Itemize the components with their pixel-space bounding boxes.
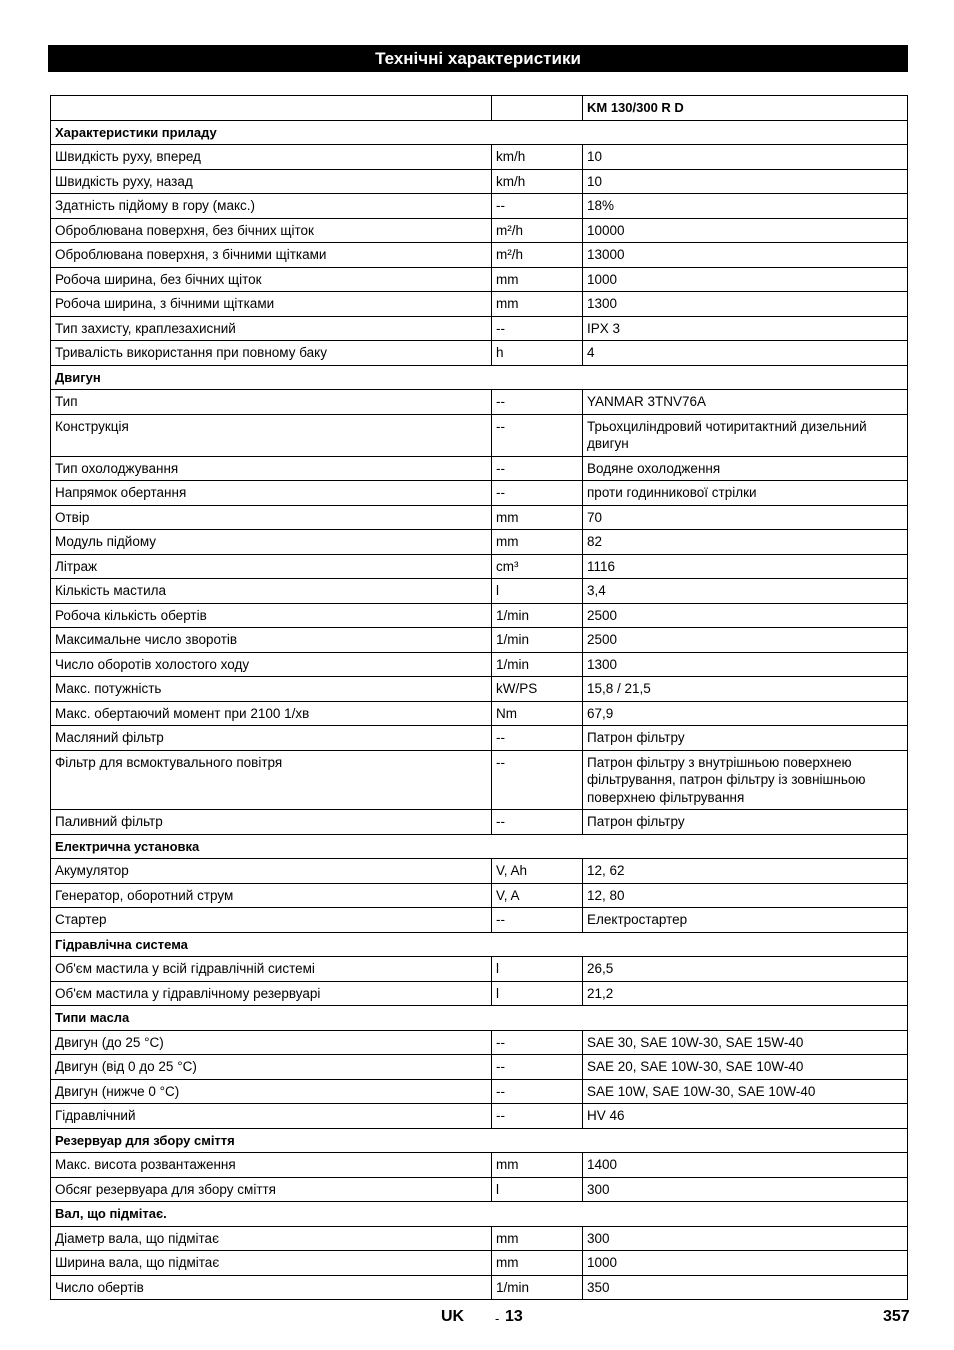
unit-cell: mm	[492, 530, 583, 555]
table-row	[51, 1177, 908, 1202]
table-row	[51, 1055, 908, 1080]
unit-cell: mm	[492, 1251, 583, 1276]
table-row	[51, 505, 908, 530]
value-cell: 10	[583, 145, 908, 170]
parameter-cell: Обсяг резервуара для збору сміття	[51, 1177, 492, 1202]
unit-cell: --	[492, 726, 583, 751]
unit-cell: --	[492, 908, 583, 933]
parameter-cell: Конструкція	[51, 414, 492, 456]
value-cell: 21,2	[583, 981, 908, 1006]
value-cell: 13000	[583, 243, 908, 268]
unit-cell: --	[492, 1104, 583, 1129]
unit-cell: mm	[492, 505, 583, 530]
page-title: Технічні характеристики	[48, 45, 908, 72]
section-header-row	[51, 120, 908, 145]
table-row	[51, 1153, 908, 1178]
value-cell: 1300	[583, 292, 908, 317]
unit-cell: --	[492, 414, 583, 456]
header-col-unit	[492, 96, 583, 121]
table-row	[51, 1079, 908, 1104]
unit-cell: kW/PS	[492, 677, 583, 702]
table-row	[51, 810, 908, 835]
table-row	[51, 859, 908, 884]
parameter-cell: Число оборотів холостого ходу	[51, 652, 492, 677]
parameter-cell: Оброблювана поверхня, без бічних щіток	[51, 218, 492, 243]
value-cell: 18%	[583, 194, 908, 219]
value-cell: Трьохциліндровий чотиритактний дизельний двигун	[583, 414, 908, 456]
unit-cell: --	[492, 1079, 583, 1104]
unit-cell: km/h	[492, 169, 583, 194]
table-row	[51, 530, 908, 555]
unit-cell: --	[492, 390, 583, 415]
parameter-cell: Тип захисту, краплезахисний	[51, 316, 492, 341]
section-header-row	[51, 365, 908, 390]
section-header-row	[51, 932, 908, 957]
parameter-cell: Тип охолоджування	[51, 456, 492, 481]
parameter-cell: Макс. потужність	[51, 677, 492, 702]
parameter-cell: Двигун (від 0 до 25 °C)	[51, 1055, 492, 1080]
parameter-cell: Ширина вала, що підмітає	[51, 1251, 492, 1276]
parameter-cell: Отвір	[51, 505, 492, 530]
parameter-cell: Діаметр вала, що підмітає	[51, 1226, 492, 1251]
unit-cell: 1/min	[492, 652, 583, 677]
parameter-cell: Масляний фільтр	[51, 726, 492, 751]
unit-cell: --	[492, 810, 583, 835]
parameter-cell: Максимальне число зворотів	[51, 628, 492, 653]
value-cell: YANMAR 3TNV76A	[583, 390, 908, 415]
parameter-cell: Літраж	[51, 554, 492, 579]
unit-cell: mm	[492, 292, 583, 317]
table-row	[51, 554, 908, 579]
value-cell: проти годинникової стрілки	[583, 481, 908, 506]
unit-cell: mm	[492, 1226, 583, 1251]
value-cell: 1116	[583, 554, 908, 579]
value-cell: 1300	[583, 652, 908, 677]
unit-cell: --	[492, 194, 583, 219]
table-row	[51, 169, 908, 194]
spec-table	[50, 95, 908, 1300]
spec-table-body	[51, 96, 908, 1300]
unit-cell: m²/h	[492, 218, 583, 243]
value-cell: 12, 62	[583, 859, 908, 884]
unit-cell: --	[492, 481, 583, 506]
unit-cell: l	[492, 1177, 583, 1202]
footer-page-number: 357	[883, 1308, 910, 1325]
value-cell: 350	[583, 1275, 908, 1300]
unit-cell: --	[492, 456, 583, 481]
value-cell: 10	[583, 169, 908, 194]
value-cell: IPX 3	[583, 316, 908, 341]
parameter-cell: Оброблювана поверхня, з бічними щітками	[51, 243, 492, 268]
unit-cell: cm³	[492, 554, 583, 579]
table-row	[51, 652, 908, 677]
table-row	[51, 628, 908, 653]
value-cell: 10000	[583, 218, 908, 243]
value-cell: Патрон фільтру	[583, 726, 908, 751]
section-title: Гідравлічна система	[51, 932, 908, 957]
parameter-cell: Робоча ширина, без бічних щіток	[51, 267, 492, 292]
value-cell: SAE 10W, SAE 10W-30, SAE 10W-40	[583, 1079, 908, 1104]
unit-cell: mm	[492, 1153, 583, 1178]
parameter-cell: Швидкість руху, назад	[51, 169, 492, 194]
unit-cell: 1/min	[492, 628, 583, 653]
parameter-cell: Число обертів	[51, 1275, 492, 1300]
unit-cell: 1/min	[492, 603, 583, 628]
unit-cell: --	[492, 1030, 583, 1055]
parameter-cell: Робоча ширина, з бічними щітками	[51, 292, 492, 317]
unit-cell: h	[492, 341, 583, 366]
footer-dash: -	[495, 1311, 500, 1326]
parameter-cell: Генератор, оборотний струм	[51, 883, 492, 908]
value-cell: 26,5	[583, 957, 908, 982]
unit-cell: l	[492, 981, 583, 1006]
value-cell: 3,4	[583, 579, 908, 604]
parameter-cell: Двигун (до 25 °C)	[51, 1030, 492, 1055]
section-header-row	[51, 1202, 908, 1227]
section-header-row	[51, 834, 908, 859]
table-row	[51, 908, 908, 933]
value-cell: 1000	[583, 267, 908, 292]
table-row	[51, 414, 908, 456]
table-row	[51, 1104, 908, 1129]
table-row	[51, 701, 908, 726]
section-title: Резервуар для збору сміття	[51, 1128, 908, 1153]
parameter-cell: Акумулятор	[51, 859, 492, 884]
unit-cell: mm	[492, 267, 583, 292]
parameter-cell: Тривалість використання при повному баку	[51, 341, 492, 366]
table-row	[51, 292, 908, 317]
table-row	[51, 145, 908, 170]
parameter-cell: Двигун (нижче 0 °C)	[51, 1079, 492, 1104]
parameter-cell: Напрямок обертання	[51, 481, 492, 506]
table-row	[51, 1226, 908, 1251]
header-col-model: KM 130/300 R D	[583, 96, 908, 121]
unit-cell: l	[492, 579, 583, 604]
value-cell: 82	[583, 530, 908, 555]
table-row	[51, 883, 908, 908]
table-row	[51, 1251, 908, 1276]
section-header-row	[51, 1006, 908, 1031]
value-cell: SAE 20, SAE 10W-30, SAE 10W-40	[583, 1055, 908, 1080]
unit-cell: V, Ah	[492, 859, 583, 884]
value-cell: Патрон фільтру з внутрішньою поверхнею фільтрування, патрон фільтру із зовнішньою поверхнею фільтрування	[583, 750, 908, 810]
table-row	[51, 390, 908, 415]
section-title: Електрична установка	[51, 834, 908, 859]
value-cell: Водяне охолодження	[583, 456, 908, 481]
value-cell: 2500	[583, 628, 908, 653]
table-row	[51, 194, 908, 219]
parameter-cell: Макс. обертаючий момент при 2100 1/хв	[51, 701, 492, 726]
value-cell: 1000	[583, 1251, 908, 1276]
table-row	[51, 603, 908, 628]
unit-cell: Nm	[492, 701, 583, 726]
unit-cell: V, A	[492, 883, 583, 908]
table-row	[51, 579, 908, 604]
unit-cell: --	[492, 750, 583, 810]
parameter-cell: Тип	[51, 390, 492, 415]
unit-cell: m²/h	[492, 243, 583, 268]
parameter-cell: Гідравлічний	[51, 1104, 492, 1129]
value-cell: 4	[583, 341, 908, 366]
parameter-cell: Фільтр для всмоктувального повітря	[51, 750, 492, 810]
section-title: Типи масла	[51, 1006, 908, 1031]
unit-cell: --	[492, 316, 583, 341]
header-col-parameter	[51, 96, 492, 121]
section-title: Характеристики приладу	[51, 120, 908, 145]
parameter-cell: Швидкість руху, вперед	[51, 145, 492, 170]
parameter-cell: Об'єм мастила у гідравлічному резервуарі	[51, 981, 492, 1006]
footer-section-page: 13	[505, 1308, 523, 1325]
table-row	[51, 726, 908, 751]
table-row	[51, 750, 908, 810]
parameter-cell: Макс. висота розвантаження	[51, 1153, 492, 1178]
value-cell: 67,9	[583, 701, 908, 726]
table-row	[51, 218, 908, 243]
unit-cell: l	[492, 957, 583, 982]
table-row	[51, 1030, 908, 1055]
table-row	[51, 316, 908, 341]
table-row	[51, 243, 908, 268]
unit-cell: 1/min	[492, 1275, 583, 1300]
parameter-cell: Кількість мастила	[51, 579, 492, 604]
table-row	[51, 1275, 908, 1300]
table-row	[51, 957, 908, 982]
value-cell: SAE 30, SAE 10W-30, SAE 15W-40	[583, 1030, 908, 1055]
table-row	[51, 267, 908, 292]
table-row	[51, 481, 908, 506]
parameter-cell: Паливний фільтр	[51, 810, 492, 835]
value-cell: Патрон фільтру	[583, 810, 908, 835]
parameter-cell: Здатність підйому в гору (макс.)	[51, 194, 492, 219]
value-cell: 2500	[583, 603, 908, 628]
section-title: Двигун	[51, 365, 908, 390]
parameter-cell: Робоча кількість обертів	[51, 603, 492, 628]
table-row	[51, 981, 908, 1006]
section-header-row	[51, 1128, 908, 1153]
table-row	[51, 341, 908, 366]
value-cell: 15,8 / 21,5	[583, 677, 908, 702]
table-row	[51, 456, 908, 481]
value-cell: 1400	[583, 1153, 908, 1178]
value-cell: HV 46	[583, 1104, 908, 1129]
parameter-cell: Модуль підйому	[51, 530, 492, 555]
unit-cell: km/h	[492, 145, 583, 170]
table-row	[51, 677, 908, 702]
value-cell: 300	[583, 1177, 908, 1202]
section-title: Вал, що підмітає.	[51, 1202, 908, 1227]
value-cell: 70	[583, 505, 908, 530]
parameter-cell: Стартер	[51, 908, 492, 933]
value-cell: Електростартер	[583, 908, 908, 933]
parameter-cell: Об'єм мастила у всій гідравлічній системі	[51, 957, 492, 982]
value-cell: 12, 80	[583, 883, 908, 908]
footer-language: UK	[441, 1308, 465, 1325]
table-header-row	[51, 96, 908, 121]
unit-cell: --	[492, 1055, 583, 1080]
value-cell: 300	[583, 1226, 908, 1251]
